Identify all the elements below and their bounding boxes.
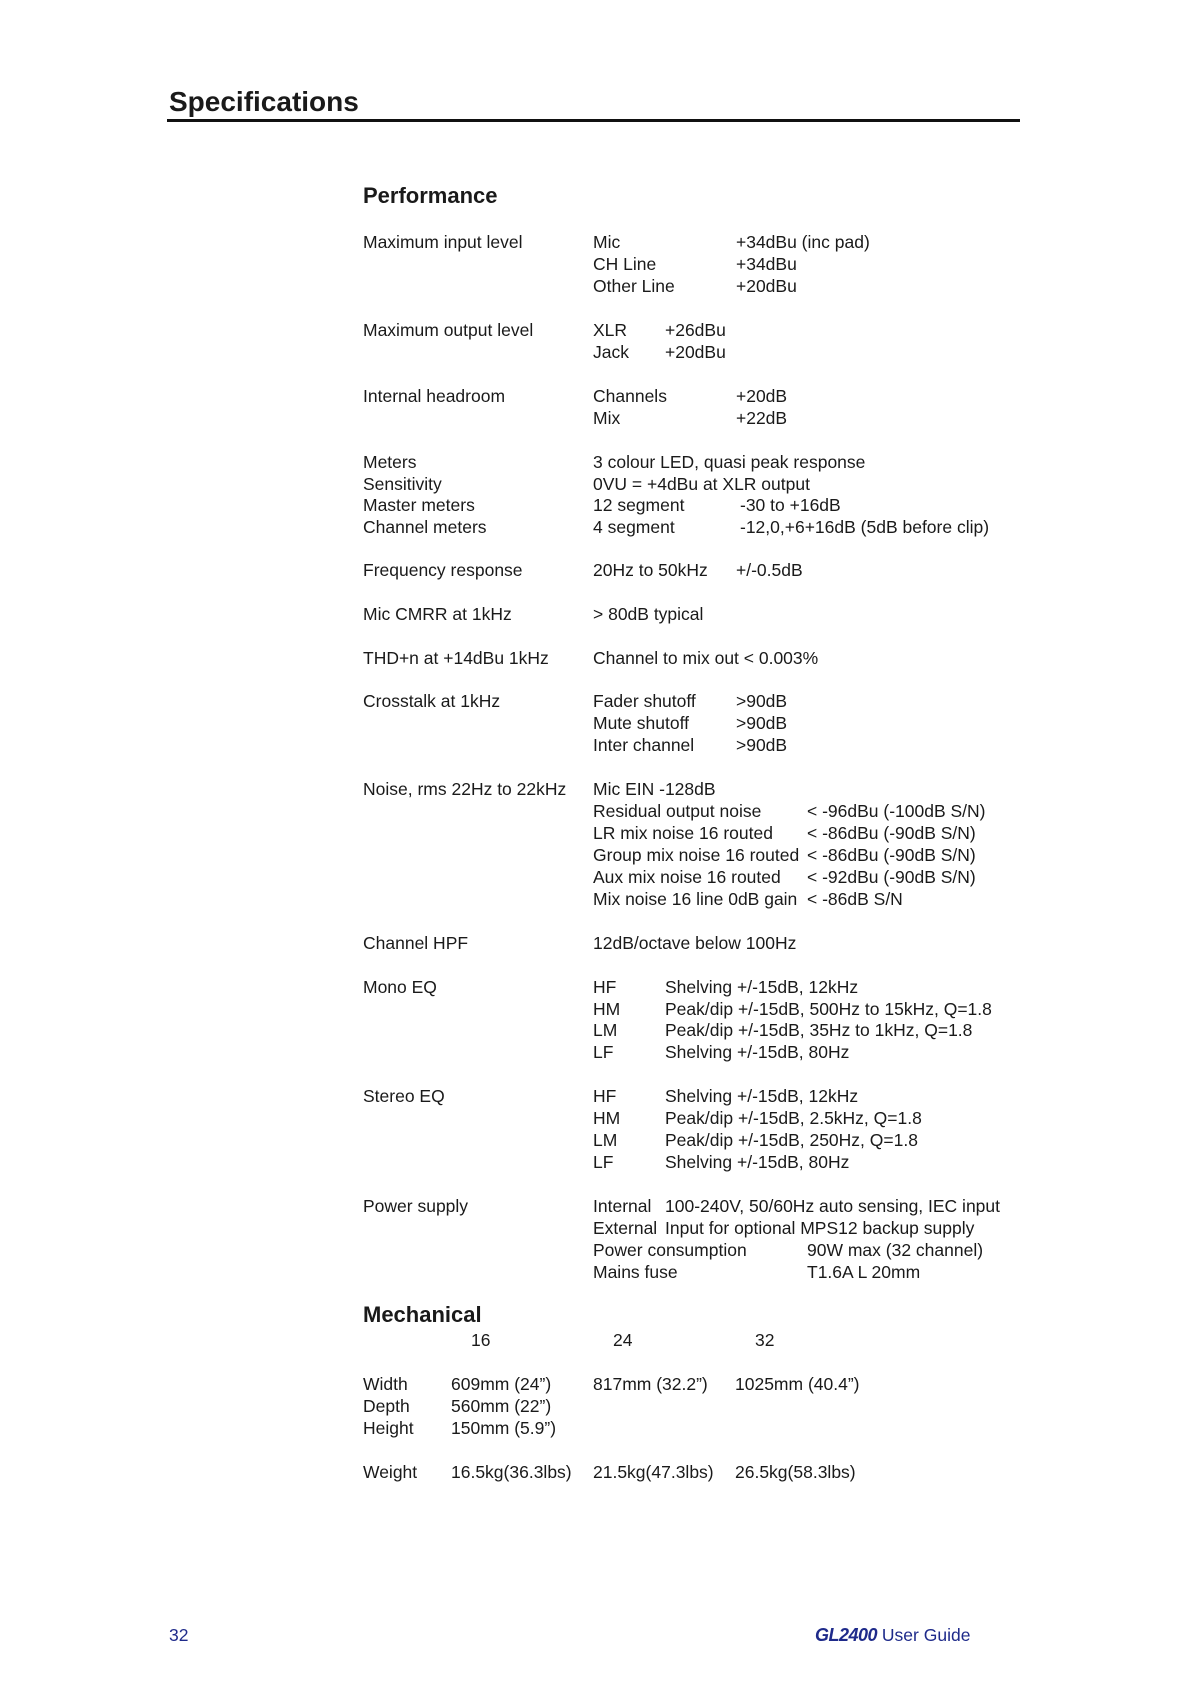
stereo-eq-lf-band: LF xyxy=(593,1152,614,1172)
max-input-otherline-value: +20dBu xyxy=(736,276,797,296)
weight-32: 26.5kg(58.3lbs) xyxy=(735,1462,856,1482)
cmrr-label: Mic CMRR at 1kHz xyxy=(363,604,512,624)
mono-eq-hf-band: HF xyxy=(593,977,617,997)
meters-label: Meters xyxy=(363,452,417,472)
thd-value: Channel to mix out < 0.003% xyxy=(593,648,819,668)
page-number: 32 xyxy=(169,1625,189,1645)
stereo-eq-hm-band: HM xyxy=(593,1108,621,1128)
channel-meters-label: Channel meters xyxy=(363,517,487,537)
max-input-label: Maximum input level xyxy=(363,232,523,252)
width-16: 609mm (24”) xyxy=(451,1374,552,1394)
mech-col-24: 24 xyxy=(613,1330,633,1350)
width-32: 1025mm (40.4”) xyxy=(735,1374,860,1394)
meters-value: 3 colour LED, quasi peak response xyxy=(593,452,866,472)
crosstalk-label: Crosstalk at 1kHz xyxy=(363,691,501,711)
mono-eq-lf-band: LF xyxy=(593,1042,614,1062)
mono-eq-label: Mono EQ xyxy=(363,977,437,997)
power-external-name: External xyxy=(593,1218,658,1238)
noise-lr-name: LR mix noise 16 routed xyxy=(593,823,773,843)
sensitivity-value: 0VU = +4dBu at XLR output xyxy=(593,474,810,494)
power-label: Power supply xyxy=(363,1196,469,1216)
width-label: Width xyxy=(363,1374,408,1394)
power-external-value: Input for optional MPS12 backup supply xyxy=(665,1218,975,1238)
crosstalk-fader-name: Fader shutoff xyxy=(593,691,696,711)
noise-label: Noise, rms 22Hz to 22kHz xyxy=(363,779,567,799)
stereo-eq-lm-value: Peak/dip +/-15dB, 250Hz, Q=1.8 xyxy=(665,1130,918,1150)
mech-col-32: 32 xyxy=(755,1330,775,1350)
mono-eq-hm-band: HM xyxy=(593,999,621,1019)
mono-eq-lm-band: LM xyxy=(593,1020,618,1040)
noise-mix-name: Mix noise 16 line 0dB gain xyxy=(593,889,798,909)
master-meters-name: 12 segment xyxy=(593,495,685,515)
weight-24: 21.5kg(47.3lbs) xyxy=(593,1462,714,1482)
width-24: 817mm (32.2”) xyxy=(593,1374,708,1394)
power-internal-value: 100-240V, 50/60Hz auto sensing, IEC input xyxy=(665,1196,1001,1216)
max-input-otherline-name: Other Line xyxy=(593,276,675,296)
max-input-mic-value: +34dBu (inc pad) xyxy=(736,232,870,252)
stereo-eq-hf-band: HF xyxy=(593,1086,617,1106)
headroom-mix-value: +22dB xyxy=(736,408,788,428)
crosstalk-inter-name: Inter channel xyxy=(593,735,695,755)
max-input-chline-name: CH Line xyxy=(593,254,657,274)
crosstalk-mute-name: Mute shutoff xyxy=(593,713,689,733)
page-title: Specifications xyxy=(169,86,359,117)
mono-eq-lm-value: Peak/dip +/-15dB, 35Hz to 1kHz, Q=1.8 xyxy=(665,1020,973,1040)
noise-aux-value: < -92dBu (-90dB S/N) xyxy=(807,867,976,887)
brand-suffix: User Guide xyxy=(881,1625,971,1645)
power-consumption-name: Power consumption xyxy=(593,1240,747,1260)
stereo-eq-label: Stereo EQ xyxy=(363,1086,445,1106)
freq-response-label: Frequency response xyxy=(363,560,523,580)
mono-eq-lf-value: Shelving +/-15dB, 80Hz xyxy=(665,1042,850,1062)
freq-response-range: 20Hz to 50kHz xyxy=(593,560,708,580)
master-meters-label: Master meters xyxy=(363,495,475,515)
power-internal-name: Internal xyxy=(593,1196,652,1216)
noise-group-name: Group mix noise 16 routed xyxy=(593,845,800,865)
hpf-value: 12dB/octave below 100Hz xyxy=(593,933,797,953)
max-input-chline-value: +34dBu xyxy=(736,254,797,274)
crosstalk-mute-value: >90dB xyxy=(736,713,788,733)
power-fuse-name: Mains fuse xyxy=(593,1262,678,1282)
max-output-xlr-value: +26dBu xyxy=(665,320,726,340)
hpf-label: Channel HPF xyxy=(363,933,469,953)
crosstalk-inter-value: >90dB xyxy=(736,735,788,755)
footer-brand xyxy=(815,1625,970,1646)
headroom-label: Internal headroom xyxy=(363,386,506,406)
noise-lr-value: < -86dBu (-90dB S/N) xyxy=(807,823,976,843)
mono-eq-hf-value: Shelving +/-15dB, 12kHz xyxy=(665,977,859,997)
max-input-mic-name: Mic xyxy=(593,232,621,252)
max-output-jack-name: Jack xyxy=(593,342,629,362)
max-output-jack-value: +20dBu xyxy=(665,342,726,362)
title-underline xyxy=(167,119,1020,122)
headroom-mix-name: Mix xyxy=(593,408,621,428)
mech-col-16: 16 xyxy=(471,1330,491,1350)
stereo-eq-hf-value: Shelving +/-15dB, 12kHz xyxy=(665,1086,859,1106)
max-output-label: Maximum output level xyxy=(363,320,534,340)
mechanical-heading: Mechanical xyxy=(363,1302,482,1327)
noise-mic-ein: Mic EIN -128dB xyxy=(593,779,716,799)
noise-mix-value: < -86dB S/N xyxy=(807,889,903,909)
height-value: 150mm (5.9”) xyxy=(451,1418,557,1438)
noise-group-value: < -86dBu (-90dB S/N) xyxy=(807,845,976,865)
max-output-xlr-name: XLR xyxy=(593,320,628,340)
weight-16: 16.5kg(36.3lbs) xyxy=(451,1462,572,1482)
headroom-channels-name: Channels xyxy=(593,386,667,406)
sensitivity-label: Sensitivity xyxy=(363,474,442,494)
mono-eq-hm-value: Peak/dip +/-15dB, 500Hz to 15kHz, Q=1.8 xyxy=(665,999,992,1019)
height-label: Height xyxy=(363,1418,414,1438)
thd-label: THD+n at +14dBu 1kHz xyxy=(363,648,549,668)
master-meters-value: -30 to +16dB xyxy=(740,495,841,515)
freq-response-value: +/-0.5dB xyxy=(736,560,803,580)
depth-value: 560mm (22”) xyxy=(451,1396,552,1416)
channel-meters-name: 4 segment xyxy=(593,517,675,537)
channel-meters-value: -12,0,+6+16dB (5dB before clip) xyxy=(740,517,990,537)
weight-label: Weight xyxy=(363,1462,418,1482)
brand-logo: GL2400 xyxy=(815,1625,878,1645)
noise-residual-name: Residual output noise xyxy=(593,801,762,821)
stereo-eq-lf-value: Shelving +/-15dB, 80Hz xyxy=(665,1152,850,1172)
stereo-eq-hm-value: Peak/dip +/-15dB, 2.5kHz, Q=1.8 xyxy=(665,1108,922,1128)
power-fuse-value: T1.6A L 20mm xyxy=(807,1262,921,1282)
crosstalk-fader-value: >90dB xyxy=(736,691,788,711)
cmrr-value: > 80dB typical xyxy=(593,604,704,624)
noise-aux-name: Aux mix noise 16 routed xyxy=(593,867,781,887)
noise-residual-value: < -96dBu (-100dB S/N) xyxy=(807,801,986,821)
power-consumption-value: 90W max (32 channel) xyxy=(807,1240,984,1260)
headroom-channels-value: +20dB xyxy=(736,386,788,406)
stereo-eq-lm-band: LM xyxy=(593,1130,618,1150)
performance-heading: Performance xyxy=(363,183,498,208)
depth-label: Depth xyxy=(363,1396,410,1416)
